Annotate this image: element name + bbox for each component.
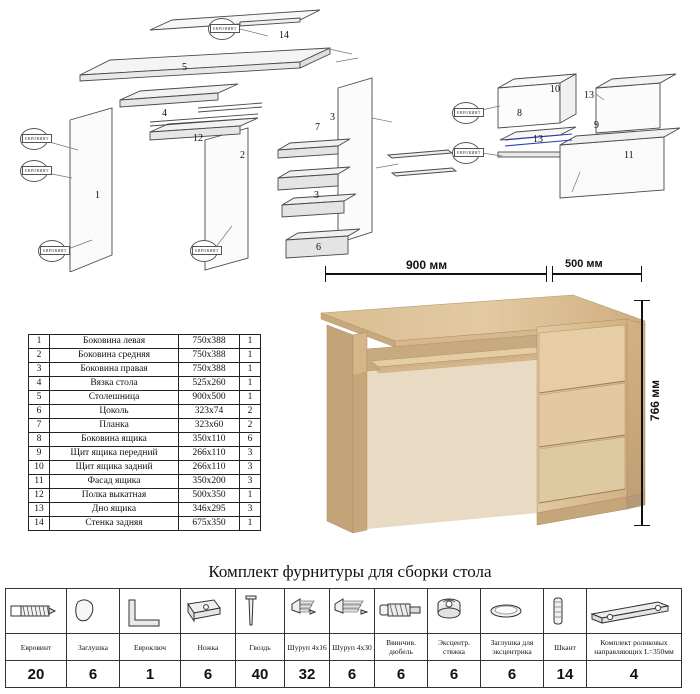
part-size: 900x500 — [179, 391, 240, 405]
callout-label-2: ЕВРОВИНТ — [22, 166, 52, 175]
part-name: Полка выкатная — [50, 489, 179, 503]
kit-label-9: Заглушка для эксцентрика — [481, 634, 544, 661]
part-size: 323x60 — [179, 419, 240, 433]
height-dim-tick-top — [634, 300, 650, 301]
dowel-icon — [545, 592, 571, 630]
kit-cell-drawer-slides — [587, 589, 682, 634]
allen-key-icon — [121, 592, 167, 630]
kit-labels-row — [6, 634, 682, 661]
kit-qty-8: 6 — [428, 661, 481, 688]
kit-label-11: Комплект роликовых направляющих L=350мм — [587, 634, 682, 661]
exploded-assembly-diagram — [0, 0, 700, 270]
part-no: 1 — [29, 335, 50, 349]
cap-plug-icon — [68, 592, 102, 630]
kit-cell-cap-plug — [67, 589, 120, 634]
part-qty: 3 — [240, 475, 261, 489]
part-no: 3 — [29, 363, 50, 377]
part-no: 14 — [29, 517, 50, 531]
kit-label-0: Евровинт — [6, 634, 67, 661]
part-size: 750x388 — [179, 363, 240, 377]
kit-label-8: Эксцентр. стяжка — [428, 634, 481, 661]
part-qty: 1 — [240, 517, 261, 531]
table-row — [29, 377, 261, 391]
table-row — [29, 447, 261, 461]
screw-4x30-icon — [331, 592, 371, 630]
kit-qty-11: 4 — [587, 661, 682, 688]
part-name: Планка — [50, 419, 179, 433]
part-size: 675x350 — [179, 517, 240, 531]
kit-cell-furniture-foot — [181, 589, 236, 634]
callout-label-7: ЕВРОВИНТ — [454, 148, 484, 157]
part-size: 266x110 — [179, 447, 240, 461]
drawer-slides-icon — [588, 592, 672, 630]
part-name: Фасад ящика — [50, 475, 179, 489]
part-size: 350x200 — [179, 475, 240, 489]
kit-label-7: Ввинчив. дюбель — [375, 634, 428, 661]
callout-label-4: ЕВРОВИНТ — [192, 246, 222, 255]
table-row — [29, 363, 261, 377]
kit-qty-5: 32 — [285, 661, 330, 688]
kit-label-6: Шуруп 4х30 — [330, 634, 375, 661]
eurovint-screw-icon — [7, 592, 59, 630]
part-no: 7 — [29, 419, 50, 433]
balloon-13b: 13 — [584, 90, 594, 101]
part-size: 750x388 — [179, 335, 240, 349]
balloon-7: 7 — [315, 122, 320, 133]
part-no: 6 — [29, 405, 50, 419]
kit-cell-screw-4x16 — [285, 589, 330, 634]
balloon-1: 1 — [95, 190, 100, 201]
kit-qty-2: 1 — [120, 661, 181, 688]
screw-in-dowel-icon — [376, 592, 424, 630]
kit-label-4: Гвоздь — [236, 634, 285, 661]
part-name: Боковина правая — [50, 363, 179, 377]
kit-qty-10: 14 — [544, 661, 587, 688]
part-no: 8 — [29, 433, 50, 447]
kit-qty-3: 6 — [181, 661, 236, 688]
hardware-kit-table — [5, 588, 682, 688]
furniture-foot-icon — [182, 592, 226, 630]
part-name: Щит ящика передний — [50, 447, 179, 461]
balloon-14: 14 — [279, 30, 289, 41]
table-row — [29, 517, 261, 531]
part-name: Цоколь — [50, 405, 179, 419]
part-size: 350x110 — [179, 433, 240, 447]
kit-label-10: Шкант — [544, 634, 587, 661]
balloon-8: 8 — [517, 108, 522, 119]
table-row — [29, 503, 261, 517]
kit-cell-cam-cover-cap — [481, 589, 544, 634]
kit-qty-7: 6 — [375, 661, 428, 688]
kit-qty-9: 6 — [481, 661, 544, 688]
balloon-11: 11 — [624, 150, 634, 161]
depth-dimension-label: 500 мм — [565, 258, 603, 270]
part-size: 525x260 — [179, 377, 240, 391]
part-qty: 2 — [240, 405, 261, 419]
callout-label-6: ЕВРОВИНТ — [454, 108, 484, 117]
part-size: 266x110 — [179, 461, 240, 475]
callout-label-1: ЕВРОВИНТ — [22, 134, 52, 143]
part-no: 13 — [29, 503, 50, 517]
desk-render — [305, 283, 660, 558]
part-name: Вязка стола — [50, 377, 179, 391]
kit-label-5: Шуруп 4х16 — [285, 634, 330, 661]
hardware-kit-title: Комплект фурнитуры для сборки стола — [208, 562, 492, 581]
part-name: Боковина левая — [50, 335, 179, 349]
part-size: 323x74 — [179, 405, 240, 419]
nail-icon — [237, 592, 265, 630]
height-dim-tick-bottom — [634, 525, 650, 526]
balloon-3b: 3 — [314, 190, 319, 201]
kit-cell-screw-4x30 — [330, 589, 375, 634]
balloon-9: 9 — [594, 120, 599, 131]
kit-cell-dowel — [544, 589, 587, 634]
width-dim-tick-left — [325, 266, 326, 282]
part-size: 346x295 — [179, 503, 240, 517]
kit-cell-cam-lock — [428, 589, 481, 634]
kit-qty-1: 6 — [67, 661, 120, 688]
part-no: 9 — [29, 447, 50, 461]
part-name: Столешница — [50, 391, 179, 405]
part-size: 500x350 — [179, 489, 240, 503]
kit-cell-nail — [236, 589, 285, 634]
kit-qty-0: 20 — [6, 661, 67, 688]
cam-cover-cap-icon — [482, 592, 530, 630]
kit-cell-allen-key — [120, 589, 181, 634]
part-no: 5 — [29, 391, 50, 405]
kit-qty-4: 40 — [236, 661, 285, 688]
part-qty: 6 — [240, 433, 261, 447]
part-name: Боковина ящика — [50, 433, 179, 447]
width-dimension-label: 900 мм — [406, 258, 448, 272]
screw-4x16-icon — [286, 592, 322, 630]
height-dimension-line — [641, 300, 643, 526]
part-name: Щит ящика задний — [50, 461, 179, 475]
kit-quantities-row — [6, 661, 682, 688]
balloon-2: 2 — [240, 150, 245, 161]
depth-dim-tick-right — [641, 266, 642, 282]
part-qty: 1 — [240, 335, 261, 349]
kit-icons-row — [6, 589, 682, 634]
balloon-3: 3 — [330, 112, 335, 123]
exploded-diagram-svg — [0, 0, 700, 272]
part-name: Боковина средняя — [50, 349, 179, 363]
depth-dimension-line — [552, 273, 642, 275]
table-row — [29, 475, 261, 489]
width-dimension-line — [325, 273, 547, 275]
part-no: 11 — [29, 475, 50, 489]
kit-label-1: Заглушка — [67, 634, 120, 661]
part-name: Дно ящика — [50, 503, 179, 517]
table-row — [29, 349, 261, 363]
part-name: Стенка задняя — [50, 517, 179, 531]
part-qty: 1 — [240, 377, 261, 391]
balloon-13: 13 — [533, 134, 543, 145]
part-no: 12 — [29, 489, 50, 503]
part-qty: 3 — [240, 447, 261, 461]
cam-lock-icon — [429, 592, 469, 630]
table-row — [29, 335, 261, 349]
balloon-4: 4 — [162, 108, 167, 119]
table-row — [29, 419, 261, 433]
part-qty: 1 — [240, 489, 261, 503]
part-no: 2 — [29, 349, 50, 363]
balloon-12: 12 — [193, 133, 203, 144]
parts-table — [28, 334, 261, 531]
part-qty: 3 — [240, 503, 261, 517]
part-qty: 1 — [240, 391, 261, 405]
kit-cell-screw-in-dowel — [375, 589, 428, 634]
balloon-5: 5 — [182, 62, 187, 73]
width-dim-tick-right — [546, 266, 547, 282]
part-no: 10 — [29, 461, 50, 475]
kit-cell-eurovint-screw — [6, 589, 67, 634]
depth-dim-tick-left — [552, 266, 553, 282]
part-qty: 2 — [240, 419, 261, 433]
table-row — [29, 489, 261, 503]
part-qty: 1 — [240, 349, 261, 363]
kit-qty-6: 6 — [330, 661, 375, 688]
part-qty: 1 — [240, 363, 261, 377]
part-no: 4 — [29, 377, 50, 391]
desk-render-svg — [305, 283, 660, 558]
part-qty: 3 — [240, 461, 261, 475]
kit-label-2: Евроключ — [120, 634, 181, 661]
balloon-6: 6 — [316, 242, 321, 253]
kit-label-3: Ножка — [181, 634, 236, 661]
part-size: 750x388 — [179, 349, 240, 363]
table-row — [29, 405, 261, 419]
table-row — [29, 433, 261, 447]
table-row — [29, 391, 261, 405]
table-row — [29, 461, 261, 475]
callout-label-5: ЕВРОВИНТ — [210, 24, 240, 33]
balloon-10: 10 — [550, 84, 560, 95]
callout-label-3: ЕВРОВИНТ — [40, 246, 70, 255]
height-dimension-label: 766 мм — [648, 380, 662, 422]
